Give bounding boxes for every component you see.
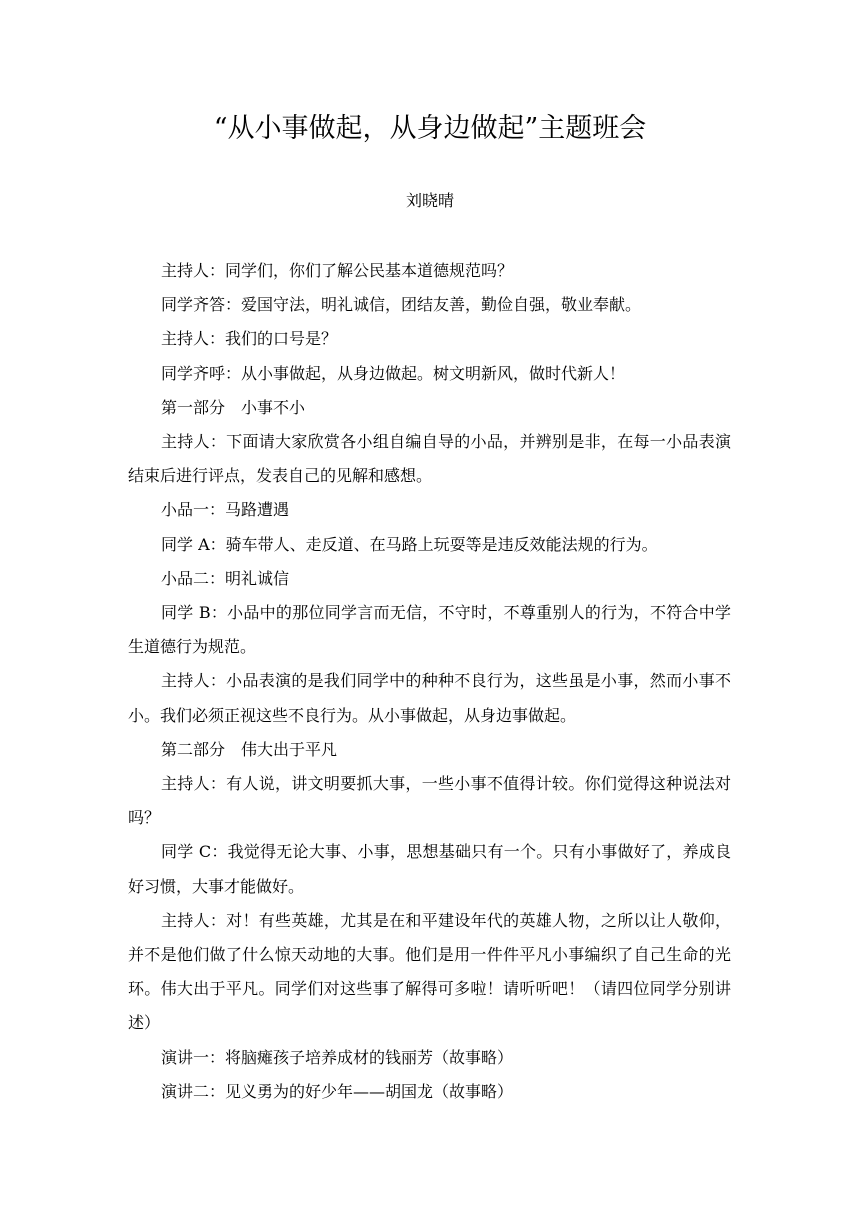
document-body: [128, 254, 731, 1109]
paragraph: 主持人：有人说，讲文明要抓大事，一些小事不值得计较。你们觉得这种说法对吗？: [128, 774, 731, 828]
section-heading: 第二部分 伟大出于平凡: [161, 739, 338, 759]
paragraph: 同学 C：我觉得无论大事、小事，思想基础只有一个。只有小事做好了，养成良好习惯，大事才能做好。: [128, 842, 731, 896]
document-title: “从小事做起，从身边做起”主题班会: [213, 113, 647, 144]
paragraph: 演讲二：见义勇为的好少年——胡国龙（故事略）: [161, 1081, 514, 1101]
paragraph: 同学 B：小品中的那位同学言而无信，不守时，不尊重别人的行为，不符合中学生道德行为规范。: [128, 603, 731, 657]
section-heading: 第一部分 小事不小: [161, 397, 306, 417]
paragraph: 同学齐答：爱国守法，明礼诚信，团结友善，勤俭自强，敬业奉献。: [161, 295, 642, 315]
paragraph: 主持人：对！有些英雄，尤其是在和平建设年代的英雄人物，之所以让人敬仰，并不是他们做了什么惊天动地的大事。他们是用一件件平凡小事编织了自己生命的光环。伟大出于平凡。同学们对这些事了解得可多啦！请听听吧！（请四位同学分别讲述）: [128, 910, 731, 1033]
paragraph: 主持人：同学们，你们了解公民基本道德规范吗？: [161, 261, 514, 280]
paragraph: 主持人：下面请大家欣赏各小组自编自导的小品，并辨别是非，在每一小品表演结束后进行评点，发表自己的见解和感想。: [128, 432, 731, 486]
paragraph: 小品二：明礼诚信: [161, 568, 290, 588]
paragraph: 同学齐呼：从小事做起，从身边做起。树文明新风，做时代新人！: [161, 363, 626, 383]
paragraph: 演讲一：将脑瘫孩子培养成材的钱丽芳（故事略）: [161, 1047, 514, 1067]
paragraph: 小品一：马路遭遇: [161, 500, 290, 520]
paragraph: 主持人：小品表演的是我们同学中的种种不良行为，这些虽是小事，然而小事不小。我们必须正视这些不良行为。从小事做起，从身边事做起。: [128, 671, 731, 725]
paragraph: 主持人：我们的口号是？: [161, 329, 338, 349]
paragraph: 同学 A：骑车带人、走反道、在马路上玩耍等是违反效能法规的行为。: [161, 534, 658, 554]
document-author: 刘晓晴: [405, 191, 454, 210]
